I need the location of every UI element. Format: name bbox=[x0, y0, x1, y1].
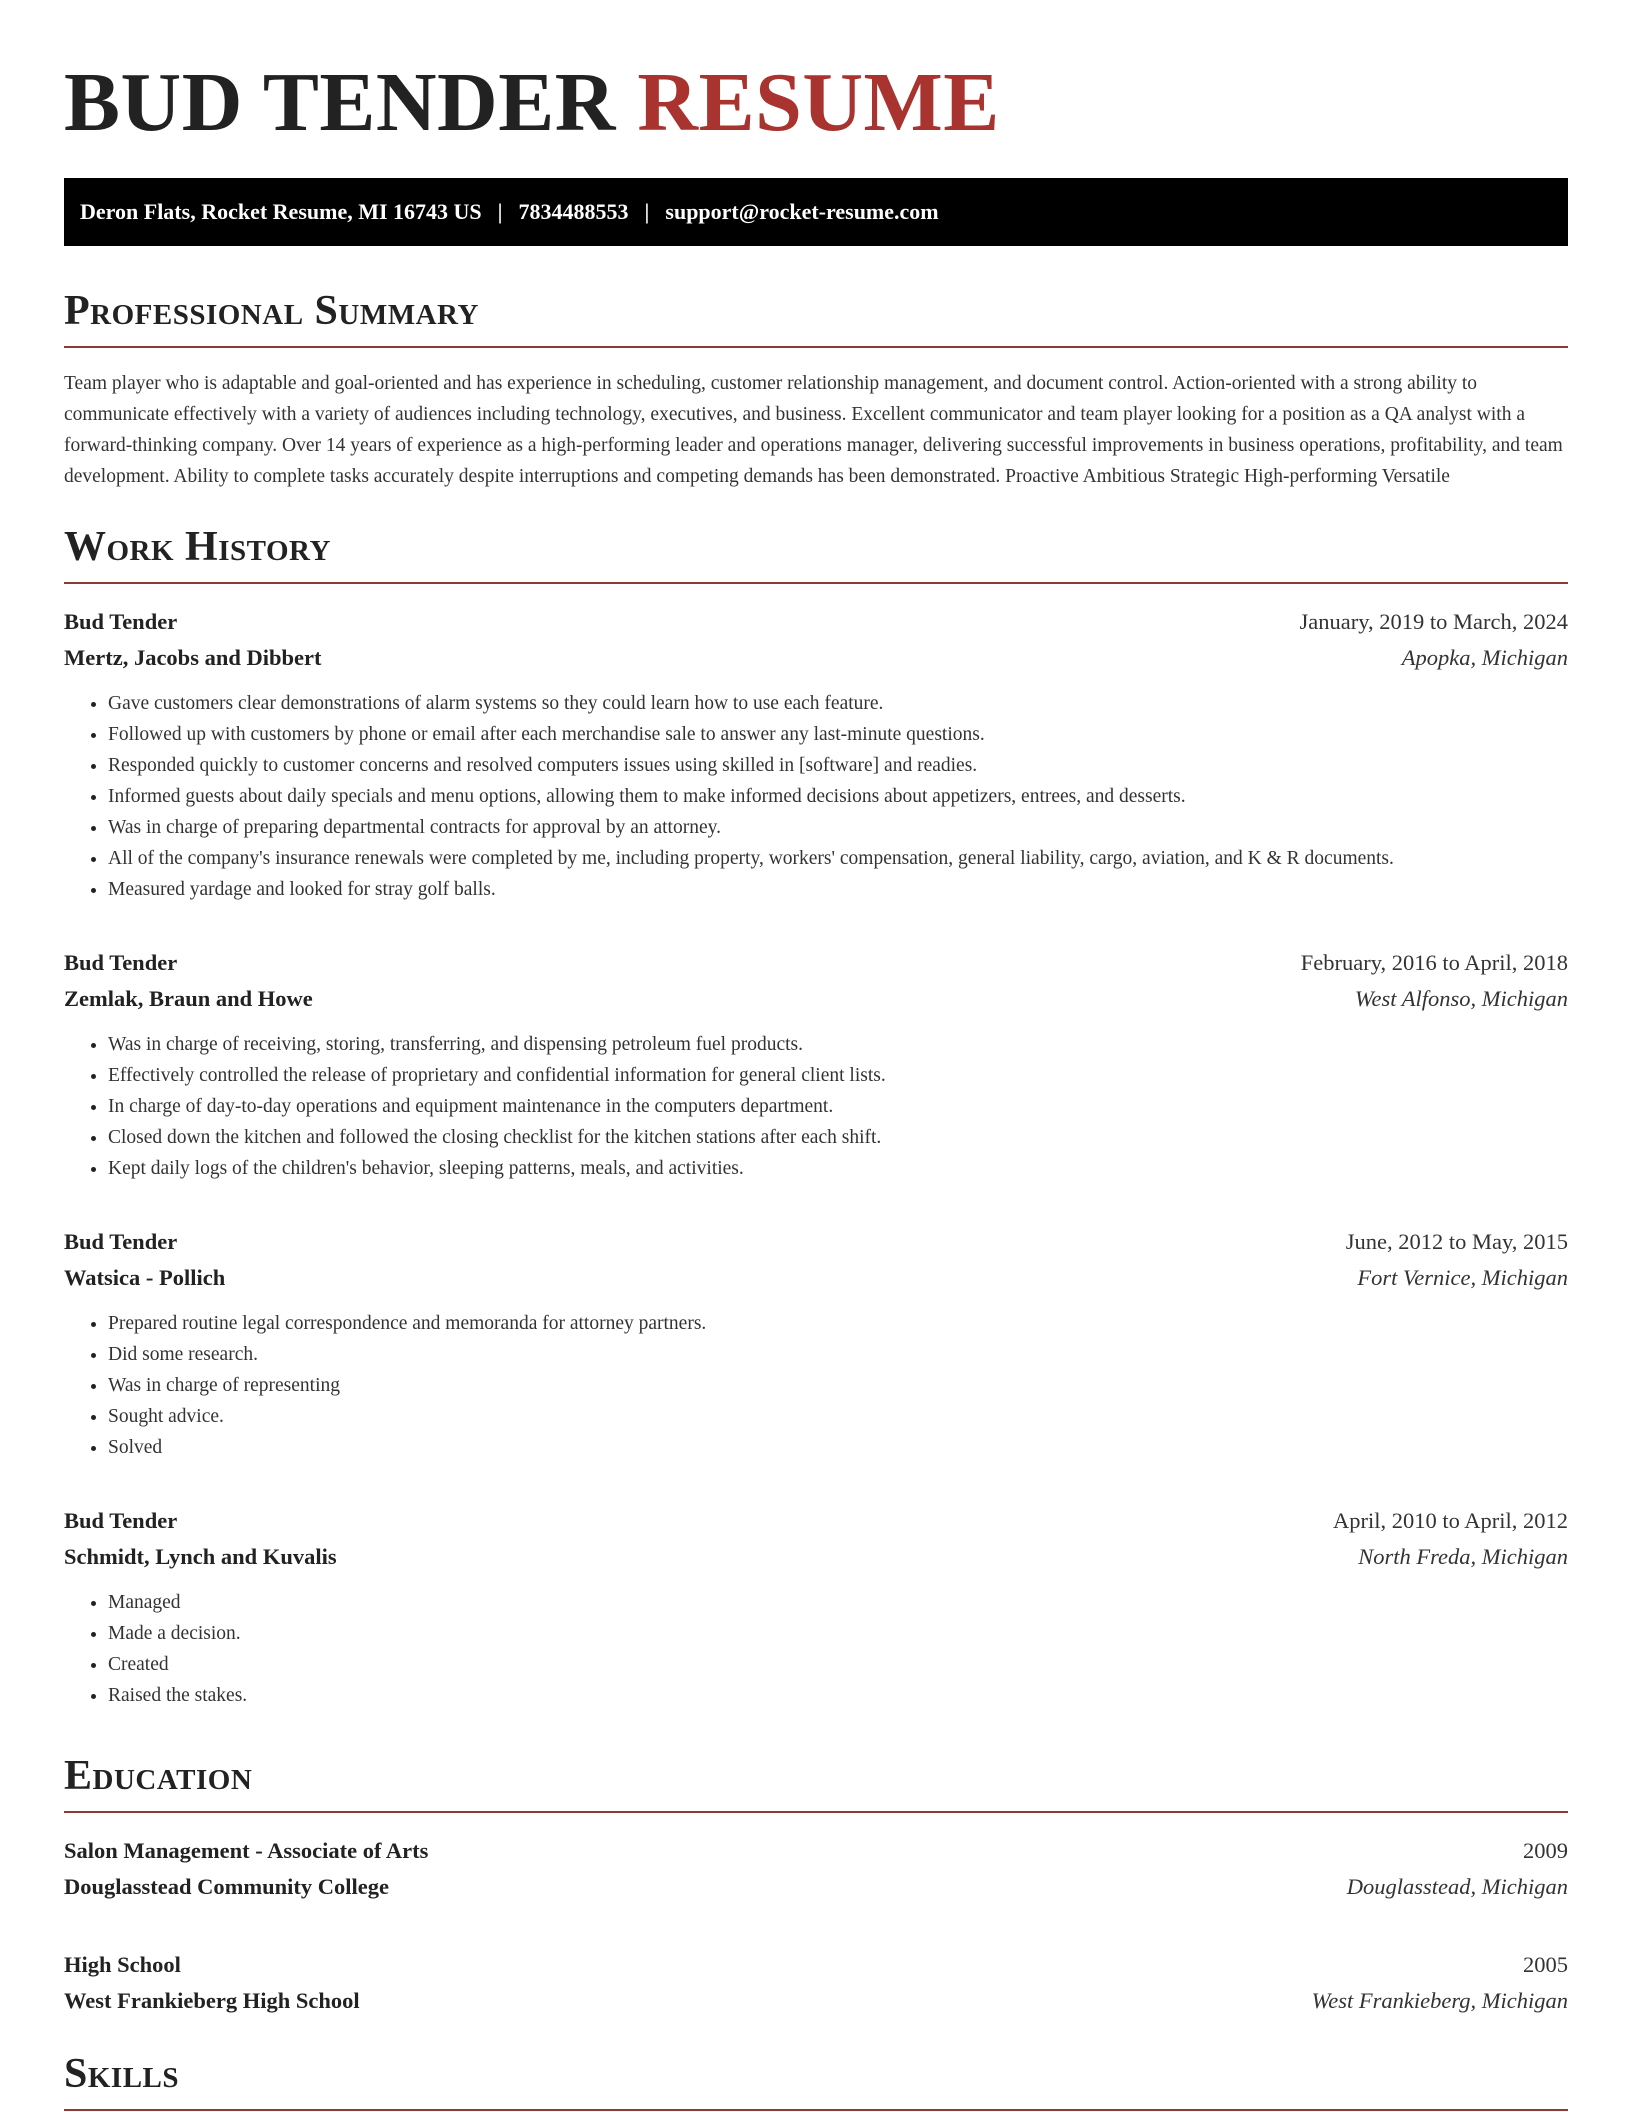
job-company: Schmidt, Lynch and Kuvalis bbox=[64, 1544, 337, 1569]
title-name: BUD TENDER bbox=[64, 56, 616, 149]
job-entry bbox=[64, 945, 1568, 1184]
job-bullet: • Responded quickly to customer concerns and resolved computers issues using skilled in [software] and readies. bbox=[108, 750, 1568, 781]
contact-separator: | bbox=[644, 199, 650, 224]
education-year: 2009 bbox=[1523, 1838, 1568, 1863]
education-degree: High School bbox=[64, 1952, 181, 1977]
job-bullet: • Was in charge of preparing departmental contracts for approval by an attorney. bbox=[108, 812, 1568, 843]
job-header-row bbox=[64, 1224, 1568, 1260]
job-dates: February, 2016 to April, 2018 bbox=[1300, 950, 1568, 975]
education-year: 2005 bbox=[1523, 1952, 1568, 1977]
education-header-row bbox=[64, 1947, 1568, 1983]
job-company-row bbox=[64, 640, 1568, 676]
contact-phone: 7834488553 bbox=[518, 199, 629, 224]
job-bullet-list bbox=[64, 1029, 1568, 1184]
contact-separator: | bbox=[497, 199, 503, 224]
resume-title bbox=[64, 55, 1568, 151]
education-school-row bbox=[64, 1869, 1568, 1905]
contact-email: support@rocket-resume.com bbox=[665, 199, 939, 224]
job-company-row bbox=[64, 981, 1568, 1017]
education-heading: Education bbox=[64, 1751, 1568, 1813]
summary-section bbox=[64, 286, 1568, 492]
education-entry bbox=[64, 1947, 1568, 2019]
job-bullet: • Was in charge of receiving, storing, transferring, and dispensing petroleum fuel products. bbox=[108, 1029, 1568, 1060]
job-bullet: • Did some research. bbox=[108, 1339, 1568, 1370]
job-bullet: • Followed up with customers by phone or email after each merchandise sale to answer any last-minute questions. bbox=[108, 719, 1568, 750]
education-header-row bbox=[64, 1833, 1568, 1869]
contact-address: Deron Flats, Rocket Resume, MI 16743 US bbox=[80, 199, 482, 224]
job-bullet: • Solved bbox=[108, 1432, 1568, 1463]
job-bullet: • Gave customers clear demonstrations of alarm systems so they could learn how to use each feature. bbox=[108, 688, 1568, 719]
skills-heading: Skills bbox=[64, 2049, 1568, 2111]
education-location: West Frankieberg, Michigan bbox=[1311, 1988, 1568, 2013]
job-title: Bud Tender bbox=[64, 1508, 178, 1533]
job-dates: June, 2012 to May, 2015 bbox=[1345, 1229, 1568, 1254]
contact-bar bbox=[64, 178, 1568, 246]
job-bullet: • Made a decision. bbox=[108, 1618, 1568, 1649]
job-location: North Freda, Michigan bbox=[1358, 1544, 1568, 1569]
job-location: West Alfonso, Michigan bbox=[1354, 986, 1568, 1011]
job-bullet: • All of the company's insurance renewals were completed by me, including property, workers' compensation, general liability, cargo, aviation, and K & R documents. bbox=[108, 843, 1568, 874]
job-title: Bud Tender bbox=[64, 1229, 178, 1254]
education-school: Douglasstead Community College bbox=[64, 1874, 389, 1899]
job-dates: April, 2010 to April, 2012 bbox=[1333, 1508, 1568, 1533]
job-company-row bbox=[64, 1539, 1568, 1575]
job-entry bbox=[64, 604, 1568, 905]
work-history-section bbox=[64, 522, 1568, 1711]
summary-heading: Professional Summary bbox=[64, 286, 1568, 348]
job-bullet: • Prepared routine legal correspondence and memoranda for attorney partners. bbox=[108, 1308, 1568, 1339]
job-company-row bbox=[64, 1260, 1568, 1296]
job-location: Fort Vernice, Michigan bbox=[1357, 1265, 1568, 1290]
job-header-row bbox=[64, 604, 1568, 640]
job-bullet: • In charge of day-to-day operations and equipment maintenance in the computers department. bbox=[108, 1091, 1568, 1122]
job-bullet-list bbox=[64, 1587, 1568, 1711]
job-company: Mertz, Jacobs and Dibbert bbox=[64, 645, 322, 670]
job-header-row bbox=[64, 945, 1568, 981]
job-location: Apopka, Michigan bbox=[1401, 645, 1568, 670]
job-bullet-list bbox=[64, 688, 1568, 905]
job-entry bbox=[64, 1503, 1568, 1711]
skills-section bbox=[64, 2049, 1568, 2111]
job-bullet: • Sought advice. bbox=[108, 1401, 1568, 1432]
job-header-row bbox=[64, 1503, 1568, 1539]
job-company: Zemlak, Braun and Howe bbox=[64, 986, 313, 1011]
job-bullet: • Managed bbox=[108, 1587, 1568, 1618]
job-bullet: • Closed down the kitchen and followed the closing checklist for the kitchen stations after each shift. bbox=[108, 1122, 1568, 1153]
work-history-heading: Work History bbox=[64, 522, 1568, 584]
job-bullet: • Kept daily logs of the children's behavior, sleeping patterns, meals, and activities. bbox=[108, 1153, 1568, 1184]
title-resume-word: RESUME bbox=[637, 56, 1000, 149]
job-company: Watsica - Pollich bbox=[64, 1265, 226, 1290]
job-bullet: • Informed guests about daily specials and menu options, allowing them to make informed decisions about appetizers, entrees, and desserts. bbox=[108, 781, 1568, 812]
job-bullet: • Was in charge of representing bbox=[108, 1370, 1568, 1401]
education-location: Douglasstead, Michigan bbox=[1346, 1874, 1568, 1899]
education-school-row bbox=[64, 1983, 1568, 2019]
job-title: Bud Tender bbox=[64, 950, 178, 975]
education-degree: Salon Management - Associate of Arts bbox=[64, 1838, 429, 1863]
job-bullet: • Measured yardage and looked for stray golf balls. bbox=[108, 874, 1568, 905]
education-section bbox=[64, 1751, 1568, 2019]
job-entry bbox=[64, 1224, 1568, 1463]
job-title: Bud Tender bbox=[64, 609, 178, 634]
job-bullet-list bbox=[64, 1308, 1568, 1463]
education-entry bbox=[64, 1833, 1568, 1905]
job-bullet: • Effectively controlled the release of proprietary and confidential information for general client lists. bbox=[108, 1060, 1568, 1091]
summary-text: Team player who is adaptable and goal-oriented and has experience in scheduling, customer relationship management, and document control. Action-oriented with a strong ability to communicate effectively with a variety of audiences including technology, executives, and business. Excellent communicator and team player looking for a position as a QA analyst with a forward-thinking company. Over 14 years of experience as a high-performing leader and operations manager, delivering successful improvements in business operations, profitability, and team development. Ability to complete tasks accurately despite interruptions and competing demands has been demonstrated. Proactive Ambitious Strategic High-performing Versatile bbox=[64, 373, 1563, 487]
job-bullet: • Raised the stakes. bbox=[108, 1680, 1568, 1711]
job-dates: January, 2019 to March, 2024 bbox=[1299, 609, 1568, 634]
job-bullet: • Created bbox=[108, 1649, 1568, 1680]
education-school: West Frankieberg High School bbox=[64, 1988, 360, 2013]
